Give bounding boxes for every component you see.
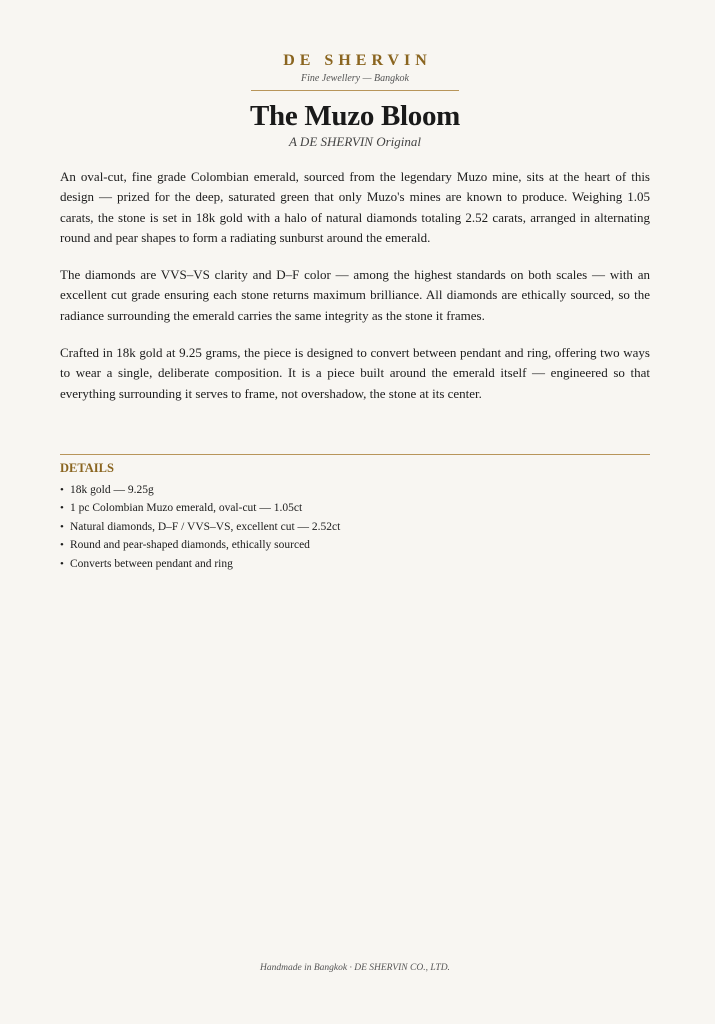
document-page bbox=[60, 0, 650, 1024]
brand-tagline: Fine Jewellery — Bangkok bbox=[300, 73, 409, 84]
bullet-icon: • bbox=[60, 483, 64, 496]
list-item-text: 18k gold — 9.25g bbox=[70, 483, 154, 496]
page-footer: Handmade in Bangkok · DE SHERVIN CO., LTD. bbox=[260, 963, 450, 973]
details-heading: DETAILS bbox=[60, 460, 114, 475]
list-item bbox=[60, 481, 650, 500]
brand-name: DE SHERVIN bbox=[283, 52, 432, 69]
page-title: The Muzo Bloom bbox=[249, 100, 461, 132]
description-paragraph-3: Crafted in 18k gold at 9.25 grams, the piece is designed to convert between pendant and ring, offering two ways to wear a single, deliberate composition. It is a piece built around the emerald itself — engineered so that everything surrounding it serves to frame, not overshadow, the stone at its center. bbox=[60, 345, 650, 401]
description-paragraph-2: The diamonds are VVS–VS clarity and D–F color — among the highest standards on both scales — with an excellent cut grade ensuring each stone returns maximum brilliance. All diamonds are ethically sourced, so the radiance surrounding the emerald carries the same integrity as the stone it frames. bbox=[60, 267, 650, 323]
description-paragraph-1: An oval-cut, fine grade Colombian emerald, sourced from the legendary Muzo mine, sits at the heart of this design — prized for the deep, saturated green that only Muzo's mines are known to produce. Weighing 1.05 carats, the stone is set in 18k gold with a halo of natural diamonds totaling 2.52 carats, arranged in alternating round and pear shapes to form a radiating sunburst around the emerald. bbox=[60, 169, 650, 245]
list-item-text: Round and pear-shaped diamonds, ethically sourced bbox=[70, 539, 310, 552]
list-item bbox=[60, 518, 650, 537]
details-divider bbox=[60, 454, 650, 455]
bullet-icon: • bbox=[60, 502, 64, 515]
list-item-text: 1 pc Colombian Muzo emerald, oval-cut — 1.05ct bbox=[70, 502, 303, 515]
header-divider bbox=[251, 90, 459, 91]
bullet-icon: • bbox=[60, 520, 64, 533]
list-item bbox=[60, 536, 650, 555]
details-list bbox=[60, 481, 650, 574]
bullet-icon: • bbox=[60, 557, 64, 570]
list-item-text: Natural diamonds, D–F / VVS–VS, excellent cut — 2.52ct bbox=[70, 520, 341, 533]
list-item bbox=[60, 499, 650, 518]
bullet-icon: • bbox=[60, 539, 64, 552]
list-item bbox=[60, 555, 650, 574]
list-item-text: Converts between pendant and ring bbox=[70, 557, 233, 570]
description bbox=[60, 167, 650, 404]
page-subtitle: A DE SHERVIN Original bbox=[288, 134, 422, 149]
masthead bbox=[60, 52, 650, 150]
